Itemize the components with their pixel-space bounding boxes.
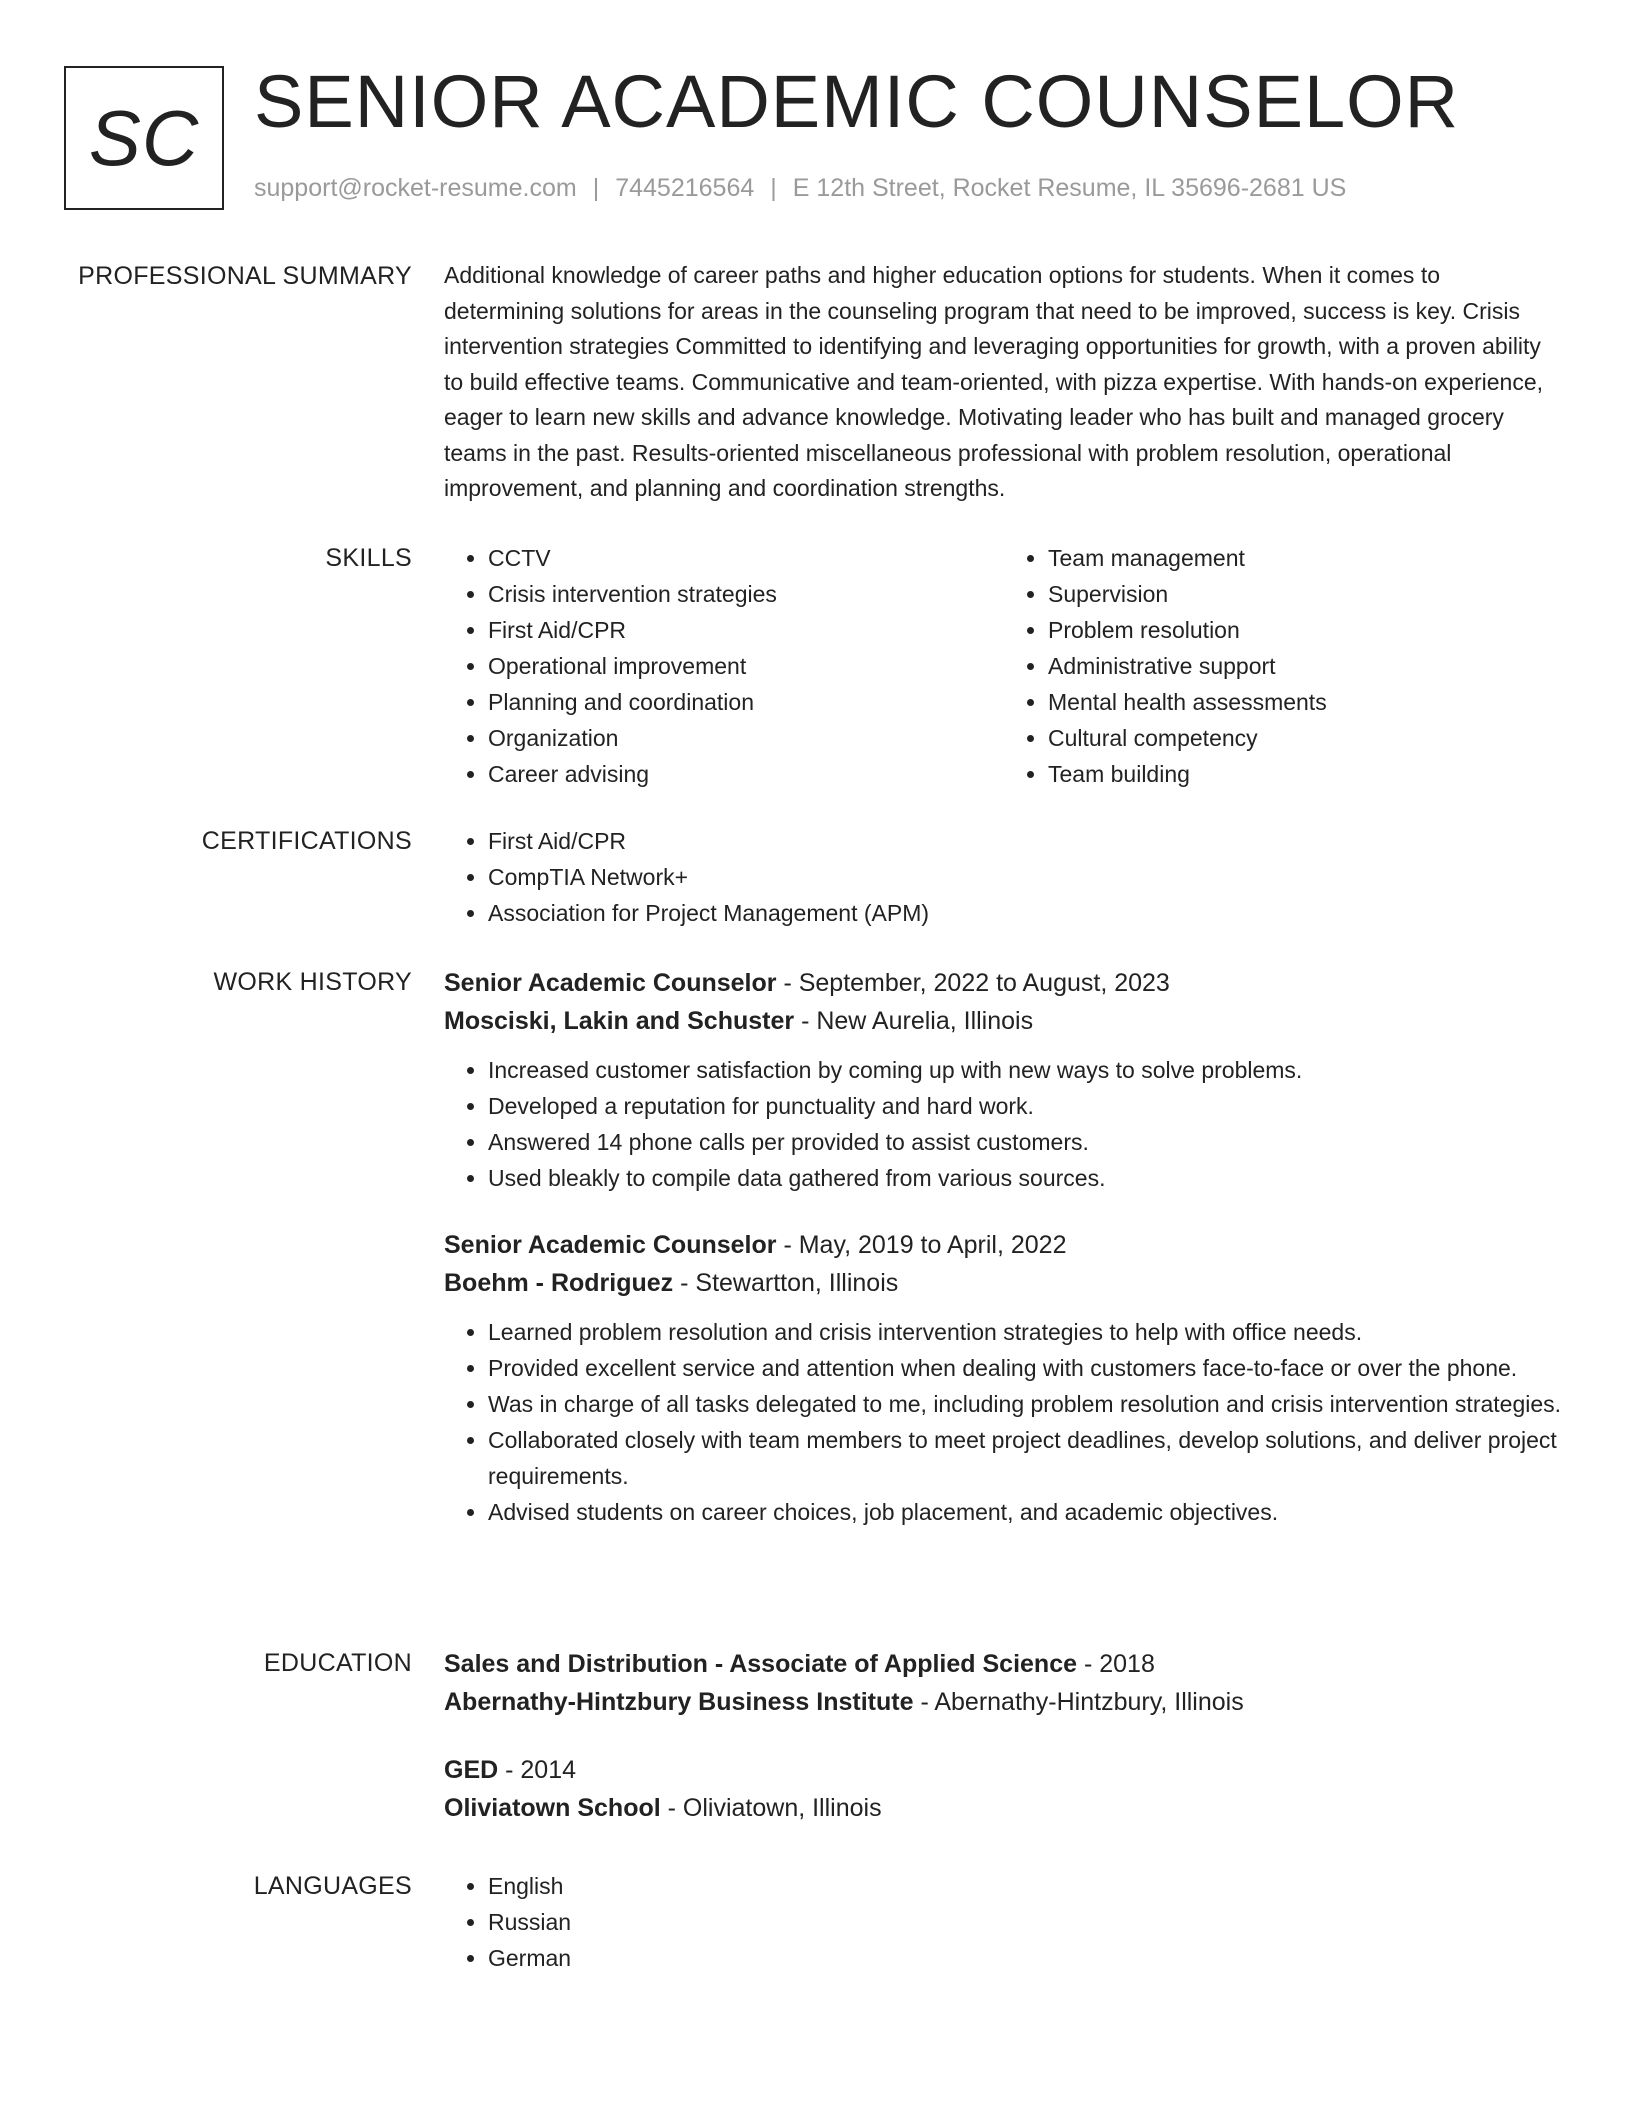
skill-item: • Team building — [1048, 756, 1564, 792]
contact-phone: 7445216564 — [615, 174, 755, 202]
job-entry — [444, 1226, 1564, 1530]
skill-item: • Administrative support — [1048, 648, 1564, 684]
job-entry — [444, 964, 1564, 1196]
job-bullets — [444, 1052, 1564, 1196]
education-school-line — [444, 1789, 1564, 1827]
section-label-skills: SKILLS — [325, 544, 412, 572]
section-label-languages: LANGUAGES — [253, 1872, 412, 1900]
education-degree: GED — [444, 1756, 499, 1784]
contact-separator: | — [592, 174, 600, 202]
education-degree: Sales and Distribution - Associate of Applied Science — [444, 1650, 1078, 1678]
job-bullet: • Used bleakly to compile data gathered from various sources. — [488, 1160, 1564, 1196]
certifications-list — [444, 823, 1564, 931]
contact-line — [254, 174, 1346, 203]
contact-separator: | — [770, 174, 777, 202]
skill-item: • CCTV — [488, 540, 1004, 576]
job-bullet: • Collaborated closely with team members to meet project deadlines, develop solutions, and deliver project requirements. — [488, 1422, 1564, 1494]
skills-list-right — [1004, 540, 1564, 792]
job-company-line — [444, 1264, 1564, 1302]
job-location: - New Aurelia, Illinois — [794, 1007, 1034, 1035]
skill-item: • Problem resolution — [1048, 612, 1564, 648]
certification-item: • First Aid/CPR — [488, 823, 1564, 859]
education-location: - Abernathy-Hintzbury, Illinois — [913, 1688, 1244, 1716]
job-company-line — [444, 1002, 1564, 1040]
job-bullet: • Advised students on career choices, job placement, and academic objectives. — [488, 1494, 1564, 1530]
skill-item: • Team management — [1048, 540, 1564, 576]
education-year: - 2014 — [498, 1756, 577, 1784]
section-label-education: EDUCATION — [263, 1649, 412, 1677]
education-entry — [444, 1645, 1564, 1721]
skill-item: • Cultural competency — [1048, 720, 1564, 756]
job-dates: - May, 2019 to April, 2022 — [776, 1231, 1067, 1259]
section-label-certifications: CERTIFICATIONS — [201, 827, 412, 855]
section-label-work: WORK HISTORY — [213, 968, 412, 996]
education-school: Oliviatown School — [444, 1794, 661, 1822]
monogram-text: SC — [88, 93, 200, 182]
contact-address: E 12th Street, Rocket Resume, IL 35696-2681 US — [792, 174, 1347, 202]
skills-list-left — [444, 540, 1004, 792]
education-location: - Oliviatown, Illinois — [660, 1794, 882, 1822]
language-item: • German — [488, 1940, 1564, 1976]
summary-text: Additional knowledge of career paths and higher education options for students. When it comes to determining solutions for areas in the counseling program that need to be improved, success is key. Crisis intervention strategies Committed to identifying and leveraging opportunities for growth, with a proven ability to build effective teams. Communicative and team-oriented, with pizza expertise. With hands-on experience, eager to learn new skills and advance knowledge. Motivating leader who has built and managed grocery teams in the past. Results-oriented miscellaneous professional with problem resolution, operational improvement, and planning and coordination strengths. — [444, 262, 1544, 501]
job-bullet: • Learned problem resolution and crisis intervention strategies to help with office needs. — [488, 1314, 1564, 1350]
skill-item: • Planning and coordination — [488, 684, 1004, 720]
job-title-line — [444, 964, 1564, 1002]
job-bullet: • Was in charge of all tasks delegated to me, including problem resolution and crisis intervention strategies. — [488, 1386, 1564, 1422]
education-degree-line — [444, 1645, 1564, 1683]
job-title: Senior Academic Counselor — [444, 969, 777, 997]
job-title-line — [444, 1226, 1564, 1264]
job-bullet: • Increased customer satisfaction by coming up with new ways to solve problems. — [488, 1052, 1564, 1088]
education-degree-line — [444, 1751, 1564, 1789]
languages-list — [444, 1868, 1564, 1976]
job-company: Boehm - Rodriguez — [444, 1269, 674, 1297]
section-label-summary: PROFESSIONAL SUMMARY — [78, 262, 412, 290]
skill-item: • Supervision — [1048, 576, 1564, 612]
job-title: Senior Academic Counselor — [444, 1231, 777, 1259]
job-bullet: • Developed a reputation for punctuality and hard work. — [488, 1088, 1564, 1124]
contact-email: support@rocket-resume.com — [254, 174, 577, 202]
job-bullets — [444, 1314, 1564, 1530]
skill-item: • First Aid/CPR — [488, 612, 1004, 648]
skill-item: • Organization — [488, 720, 1004, 756]
monogram-logo — [64, 66, 224, 210]
skill-item: • Crisis intervention strategies — [488, 576, 1004, 612]
education-year: - 2018 — [1077, 1650, 1155, 1678]
skill-item: • Mental health assessments — [1048, 684, 1564, 720]
education-school-line — [444, 1683, 1564, 1721]
job-location: - Stewartton, Illinois — [673, 1269, 899, 1297]
certification-item: • Association for Project Management (APM) — [488, 895, 1564, 931]
education-entry — [444, 1751, 1564, 1827]
skill-item: • Career advising — [488, 756, 1004, 792]
page-title: SENIOR ACADEMIC COUNSELOR — [254, 60, 1460, 143]
job-bullet: • Answered 14 phone calls per provided to assist customers. — [488, 1124, 1564, 1160]
job-company: Mosciski, Lakin and Schuster — [444, 1007, 795, 1035]
job-dates: - September, 2022 to August, 2023 — [776, 969, 1170, 997]
skill-item: • Operational improvement — [488, 648, 1004, 684]
language-item: • English — [488, 1868, 1564, 1904]
certification-item: • CompTIA Network+ — [488, 859, 1564, 895]
language-item: • Russian — [488, 1904, 1564, 1940]
education-school: Abernathy-Hintzbury Business Institute — [444, 1688, 914, 1716]
job-bullet: • Provided excellent service and attention when dealing with customers face-to-face or over the phone. — [488, 1350, 1564, 1386]
